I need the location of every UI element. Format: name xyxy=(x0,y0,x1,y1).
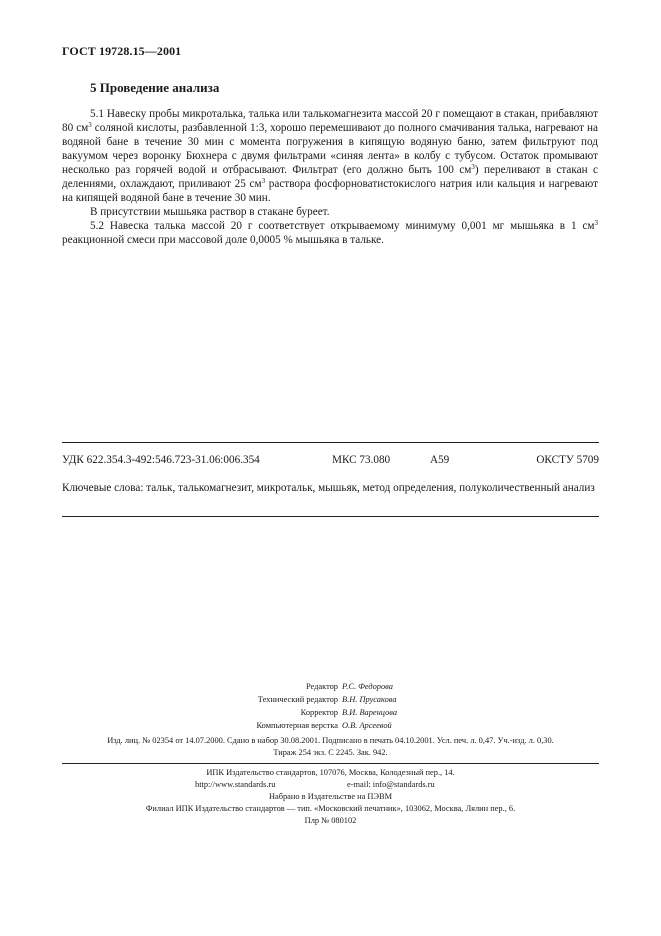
credit-line xyxy=(0,719,661,732)
paragraph-text: 5.1 Навеску пробы микроталька, талька или талькомагнезита массой 20 г помещают в стакан, прибавляют 80 см xyxy=(62,108,598,134)
publication-line: Тираж 254 экз. С 2245. Зак. 942. xyxy=(273,748,388,757)
paragraph-text: раствора фосфорноватистокислого натрия или кальция и нагревают на кипящей водяной бане в течение 30 мин. xyxy=(62,178,598,204)
classification-code: А59 xyxy=(430,454,450,466)
paragraph-text: ) переливают в стакан с делениями, охлаждают, приливают 25 см xyxy=(62,164,598,190)
classifier-row xyxy=(62,454,599,470)
mks-code: МКС 73.080 xyxy=(332,454,391,466)
superscript: 3 xyxy=(261,177,266,185)
publication-details xyxy=(62,735,599,759)
superscript: 3 xyxy=(594,219,598,227)
paragraph-arsenic-note: В присутствии мышьяка раствор в стакане буреет. xyxy=(90,206,330,218)
standard-code-header: ГОСТ 19728.15—2001 xyxy=(62,44,182,58)
credit-role: Корректор xyxy=(300,708,338,717)
udk-code: УДК 622.354.3-492:546.723-31.06:006.354 xyxy=(62,454,260,466)
printer-info xyxy=(62,767,599,827)
okstu-code: ОКСТУ 5709 xyxy=(536,454,599,466)
credit-person: Р.С. Федорова xyxy=(342,682,393,691)
divider-bottom xyxy=(62,516,599,517)
superscript: 3 xyxy=(88,121,92,129)
superscript: 3 xyxy=(471,163,475,171)
web-contacts xyxy=(62,779,599,791)
license-number: Плр № 080102 xyxy=(304,816,357,825)
divider-top xyxy=(62,442,599,443)
credit-role: Технический редактор xyxy=(257,695,338,704)
section-body xyxy=(62,107,598,247)
paragraph-text: 5.2 Навеска талька массой 20 г соответствует открываемому минимуму 0,001 мг мышьяка в 1 см xyxy=(90,220,595,232)
paragraph-text: реакционной смеси при массовой доле 0,0005 % мышьяка в тальке. xyxy=(62,234,384,246)
paragraph-text: соляной кислоты, разбавленной 1:3, хорошо перемешивают до полного смачивания талька, нагревают на водяной бане в течение 30 мин с момента погружения в кипящую водяную баню, затем фильтруют под вакуумом через воронку Бюхнера с двумя фильтрами «синяя лента» в колбу с тубусом. Остаток промывают несколько раз горячей водой и отбрасывают. Фильтрат (его должно быть 100 см xyxy=(62,122,598,176)
divider-publisher xyxy=(62,763,599,764)
printer-address: ИПК Издательство стандартов, 107076, Москва, Колодезный пер., 14. xyxy=(206,768,455,777)
section-heading: 5 Проведение анализа xyxy=(90,80,220,95)
credit-line xyxy=(0,693,661,706)
credit-line xyxy=(0,680,661,693)
paragraph-5-1 xyxy=(62,107,598,205)
credit-line xyxy=(0,706,661,719)
paragraph-5-2 xyxy=(62,219,598,247)
email-link[interactable]: e-mail: info@standards.ru xyxy=(347,780,435,789)
credit-role: Редактор xyxy=(305,682,338,691)
typeset-note: Набрано в Издательстве на ПЭВМ xyxy=(268,792,393,801)
credit-person: О.В. Арсеевой xyxy=(342,721,392,730)
credit-person: В.Н. Прусакова xyxy=(342,695,397,704)
credit-person: В.И. Варенцова xyxy=(342,708,398,717)
editorial-credits xyxy=(0,680,661,732)
website-link[interactable]: http://www.standards.ru xyxy=(195,780,276,789)
credit-role: Компьютерная верстка xyxy=(256,721,338,730)
branch-info: Филиал ИПК Издательство стандартов — тип. «Московский печатник», 103062, Москва, Лялин пер., 6. xyxy=(145,804,516,813)
publication-line: Изд. лиц. № 02354 от 14.07.2000. Сдано в набор 30.08.2001. Подписано в печать 04.10.2001. Усл. печ. л. 0,47. Уч.-изд. л. 0,30. xyxy=(107,736,554,745)
keywords: Ключевые слова: тальк, талькомагнезит, микротальк, мышьяк, метод определения, полуколичественный анализ xyxy=(62,482,595,494)
